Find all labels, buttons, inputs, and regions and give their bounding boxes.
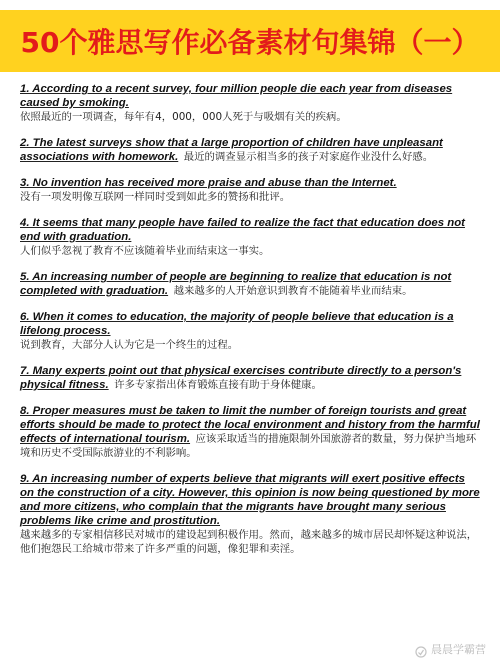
watermark-logo-icon xyxy=(415,643,427,655)
title-banner xyxy=(0,10,500,72)
english-sentence: 7. Many experts point out that physical exercises contribute directly to a person's physical fitness. xyxy=(20,365,462,391)
list-item xyxy=(20,404,482,460)
english-sentence: 9. An increasing number of experts believe that migrants will exert positive effects on the construction of a city. However, this opinion is now being questioned by more and more citizens, who complain that the migrants have brought many serious problems like crime and prostitution. xyxy=(20,473,480,527)
list-item xyxy=(20,82,482,124)
watermark xyxy=(415,641,486,657)
chinese-translation: 越来越多的专家相信移民对城市的建设起到积极作用。然而，越来越多的城市居民却怀疑这种说法，他们抱怨民工给城市带来了许多严重的问题，像犯罪和卖淫。 xyxy=(20,529,478,555)
english-sentence: 2. The latest surveys show that a large proportion of children have unpleasant associations with homework. xyxy=(20,137,443,163)
chinese-translation: 许多专家指出体育锻炼直接有助于身体健康。 xyxy=(114,379,322,391)
chinese-translation: 最近的调查显示相当多的孩子对家庭作业没什么好感。 xyxy=(183,151,434,163)
list-item xyxy=(20,176,482,204)
list-item xyxy=(20,310,482,352)
english-sentence: 3. No invention has received more praise and abuse than the Internet. xyxy=(20,177,397,189)
chinese-translation: 说到教育，大部分人认为它是一个终生的过程。 xyxy=(20,339,239,351)
list-item xyxy=(20,270,482,298)
english-sentence: 5. An increasing number of people are beginning to realize that education is not completed with graduation. xyxy=(20,271,452,297)
english-sentence: 1. According to a recent survey, four million people die each year from diseases caused by smoking. xyxy=(20,83,453,109)
english-sentence: 4. It seems that many people have failed to realize the fact that education does not end with graduation. xyxy=(20,217,465,243)
page-title: 50个雅思写作必备素材句集锦（一） xyxy=(20,26,480,59)
chinese-translation: 依照最近的一项调查，每年有4，000，000人死于与吸烟有关的疾病。 xyxy=(20,111,347,123)
chinese-translation: 没有一项发明像互联网一样同时受到如此多的赞扬和批评。 xyxy=(20,191,291,203)
english-sentence: 8. Proper measures must be taken to limit the number of foreign tourists and great efforts should be made to protect the local environment and history from the harmful effects of international tourism. xyxy=(20,405,480,445)
list-item xyxy=(20,364,482,392)
list-item xyxy=(20,472,482,556)
chinese-translation: 人们似乎忽视了教育不应该随着毕业而结束这一事实。 xyxy=(20,245,270,257)
list-item xyxy=(20,216,482,258)
chinese-translation: 应该采取适当的措施限制外国旅游者的数量，努力保护当地环境和历史不受国际旅游业的不利影响。 xyxy=(20,433,477,459)
english-sentence: 6. When it comes to education, the majority of people believe that education is a lifelong process. xyxy=(20,311,454,337)
chinese-translation: 越来越多的人开始意识到教育不能随着毕业而结束。 xyxy=(173,285,413,297)
list-item xyxy=(20,136,482,164)
watermark-text: 晨晨学霸营 xyxy=(431,643,486,656)
sentence-list xyxy=(20,82,482,568)
